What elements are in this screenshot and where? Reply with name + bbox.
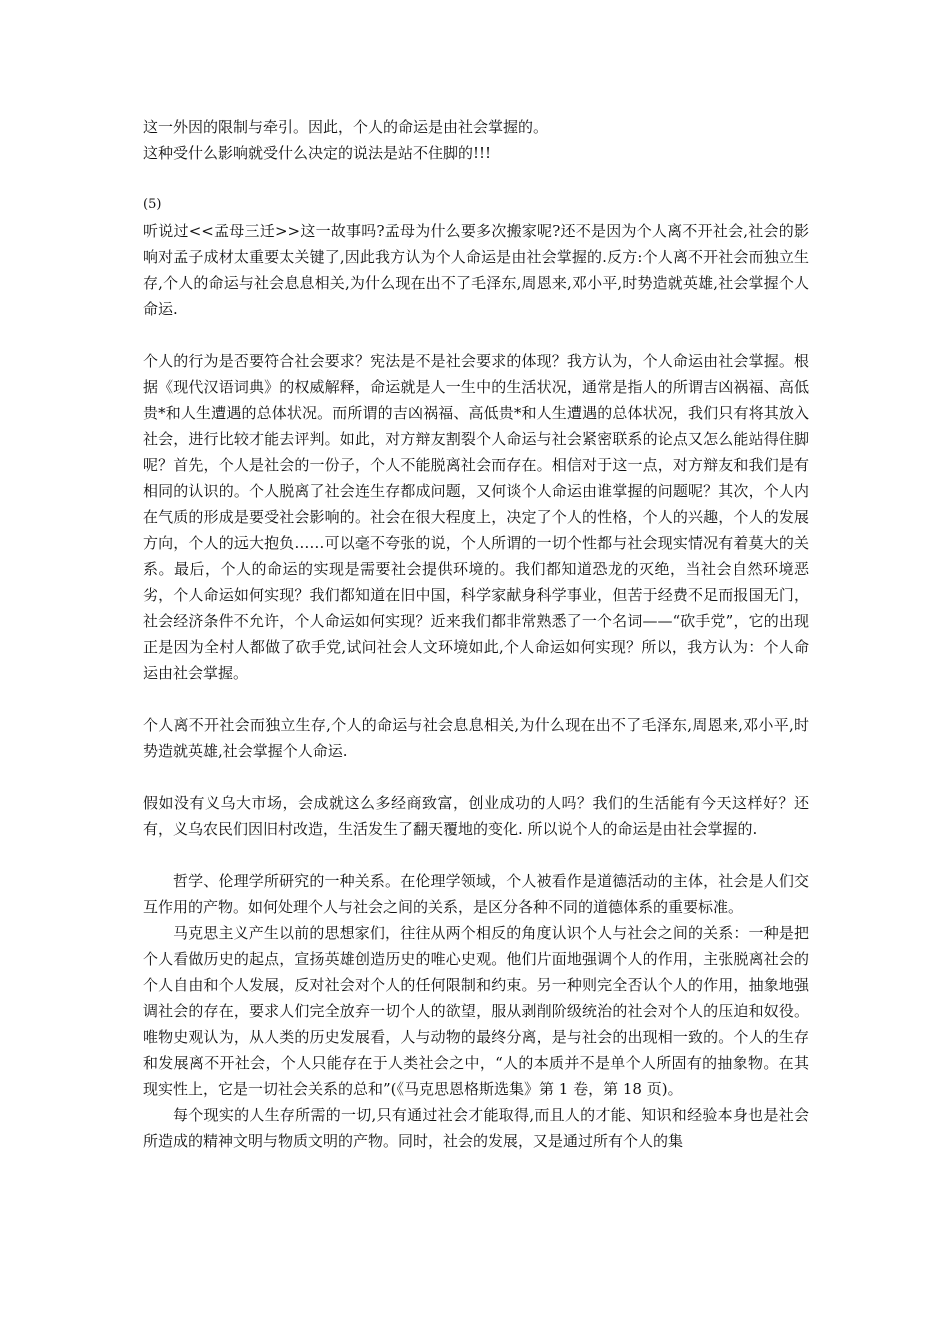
paragraph-7: 每个现实的人生存所需的一切,只有通过社会才能取得,而且人的才能、知识和经验本身也是社会所造成的精神文明与物质文明的产物。同时，社会的发展，又是通过所有个人的集 xyxy=(143,1106,809,1150)
spacer xyxy=(143,686,809,712)
paragraph-2: 个人的行为是否要符合社会要求？宪法是不是社会要求的体现？我方认为，个人命运由社会掌握。根据《现代汉语词典》的权威解释，命运就是人一生中的生活状况，通常是指人的所谓吉凶祸福、高低贵*和人生遭遇的总体状况。而所谓的吉凶祸福、高低贵*和人生遭遇的总体状况，我们只有将其放入社会，进行比较才能去评判。如此，对方辩友割裂个人命运与社会紧密联系的论点又怎么能站得住脚呢？首先，个人是社会的一份子，个人不能脱离社会而存在。相信对于这一点，对方辩友和我们是有相同的认识的。个人脱离了社会连生存都成问题，又何谈个人命运由谁掌握的问题呢？其次，个人内在气质的形成是要受社会影响的。社会在很大程度上，决定了个人的性格，个人的兴趣，个人的发展方向，个人的远大抱负……可以毫不夸张的说，个人所谓的一切个性都与社会现实情况有着莫大的关系。最后，个人的命运的实现是需要社会提供环境的。我们都知道恐龙的灭绝，当社会自然环境恶劣，个人命运如何实现？我们都知道在旧中国，科学家献身科学事业，但苦于经费不足而报国无门，社会经济条件不允许，个人命运如何实现？近来我们都非常熟悉了一个名词——“砍手党”，它的出现正是因为全村人都做了砍手党,试问社会人文环境如此,个人命运如何实现？所以，我方认为：个人命运由社会掌握。 xyxy=(143,352,809,682)
spacer xyxy=(143,842,809,868)
paragraph-4: 假如没有义乌大市场，会成就这么多经商致富，创业成功的人吗？我们的生活能有今天这样好？还有，义乌农民们因旧村改造，生活发生了翻天覆地的变化. 所以说个人的命运是由社会掌握的. xyxy=(143,794,809,838)
spacer xyxy=(143,322,809,348)
paragraph-5: 哲学、伦理学所研究的一种关系。在伦理学领域，个人被看作是道德活动的主体，社会是人们交互作用的产物。如何处理个人与社会之间的关系，是区分各种不同的道德体系的重要标准。 xyxy=(143,872,809,916)
paragraph-3: 个人离不开社会而独立生存,个人的命运与社会息息相关,为什么现在出不了毛泽东,周恩来,邓小平,时势造就英雄,社会掌握个人命运. xyxy=(143,716,809,760)
intro-line-2: 这种受什么影响就受什么决定的说法是站不住脚的!!! xyxy=(143,144,492,162)
intro-line-1: 这一外因的限制与牵引。因此，个人的命运是由社会掌握的。 xyxy=(143,118,549,136)
paragraph-1: 听说过<<孟母三迁>>这一故事吗?孟母为什么要多次搬家呢?还不是因为个人离不开社会,社会的影响对孟子成材太重要太关键了,因此我方认为个人命运是由社会掌握的.反方:个人离不开社会而独立生存,个人的命运与社会息息相关,为什么现在出不了毛泽东,周恩来,邓小平,时势造就英雄,社会掌握个人命运. xyxy=(143,222,809,318)
section-label: (5) xyxy=(143,197,162,212)
spacer xyxy=(143,764,809,790)
spacer xyxy=(143,166,809,192)
paragraph-6: 马克思主义产生以前的思想家们，往往从两个相反的角度认识个人与社会之间的关系：一种是把个人看做历史的起点，宣扬英雄创造历史的唯心史观。他们片面地强调个人的作用，主张脱离社会的个人自由和个人发展，反对社会对个人的任何限制和约束。另一种则完全否认个人的作用，抽象地强调社会的存在，要求人们完全放弃一切个人的欲望，服从剥削阶级统治的社会对个人的压迫和奴役。唯物史观认为，从人类的历史发展看，人与动物的最终分离，是与社会的出现相一致的。个人的生存和发展离不开社会，个人只能存在于人类社会之中，“人的本质并不是单个人所固有的抽象物。在其现实性上，它是一切社会关系的总和”(《马克思恩格斯选集》第 1 卷，第 18 页)。 xyxy=(143,924,809,1098)
document-page xyxy=(143,114,809,1154)
